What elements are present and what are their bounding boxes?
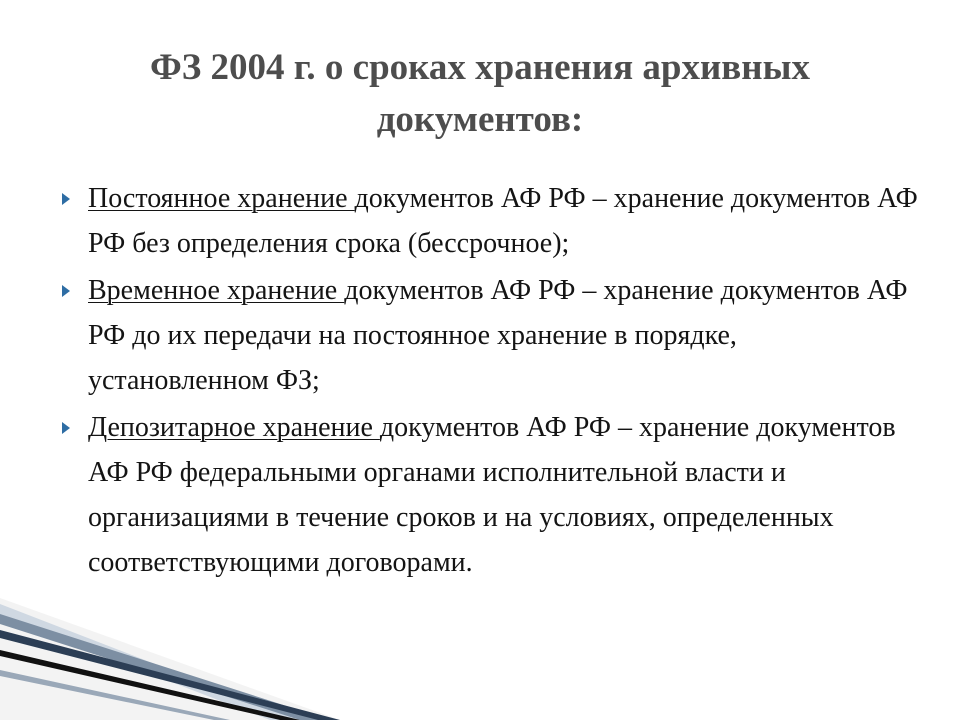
- term-permanent-storage: Постоянное хранение: [88, 183, 355, 214]
- title-line-1: ФЗ 2004 г. о сроках хранения архивных: [149, 47, 810, 88]
- list-item-depository-storage: [58, 405, 918, 585]
- bullet-list: [58, 176, 918, 587]
- corner-decoration: [0, 590, 340, 720]
- list-item-permanent-storage: [58, 176, 918, 266]
- definition-temporary-storage: документов АФ РФ – хранение документов АФ РФ до их передачи на постоянное хранение в порядке, установленном ФЗ;: [88, 275, 908, 396]
- definition-depository-storage: документов АФ РФ – хранение документов АФ РФ федеральными органами исполнительной власти и организациями в течение сроков и на условиях, определенных соответствующими договорами.: [88, 412, 896, 578]
- definition-permanent-storage: документов АФ РФ – хранение документов АФ РФ без определения срока (бессрочное);: [88, 183, 918, 259]
- term-temporary-storage: Временное хранение: [88, 275, 345, 306]
- title-line-2: документов:: [376, 99, 584, 140]
- triangle-bullet-icon: [62, 193, 70, 205]
- slide-title: [60, 42, 900, 146]
- triangle-bullet-icon: [62, 285, 70, 297]
- term-depository-storage: Депозитарное хранение: [88, 412, 380, 443]
- list-item-temporary-storage: [58, 268, 918, 403]
- triangle-bullet-icon: [62, 422, 70, 434]
